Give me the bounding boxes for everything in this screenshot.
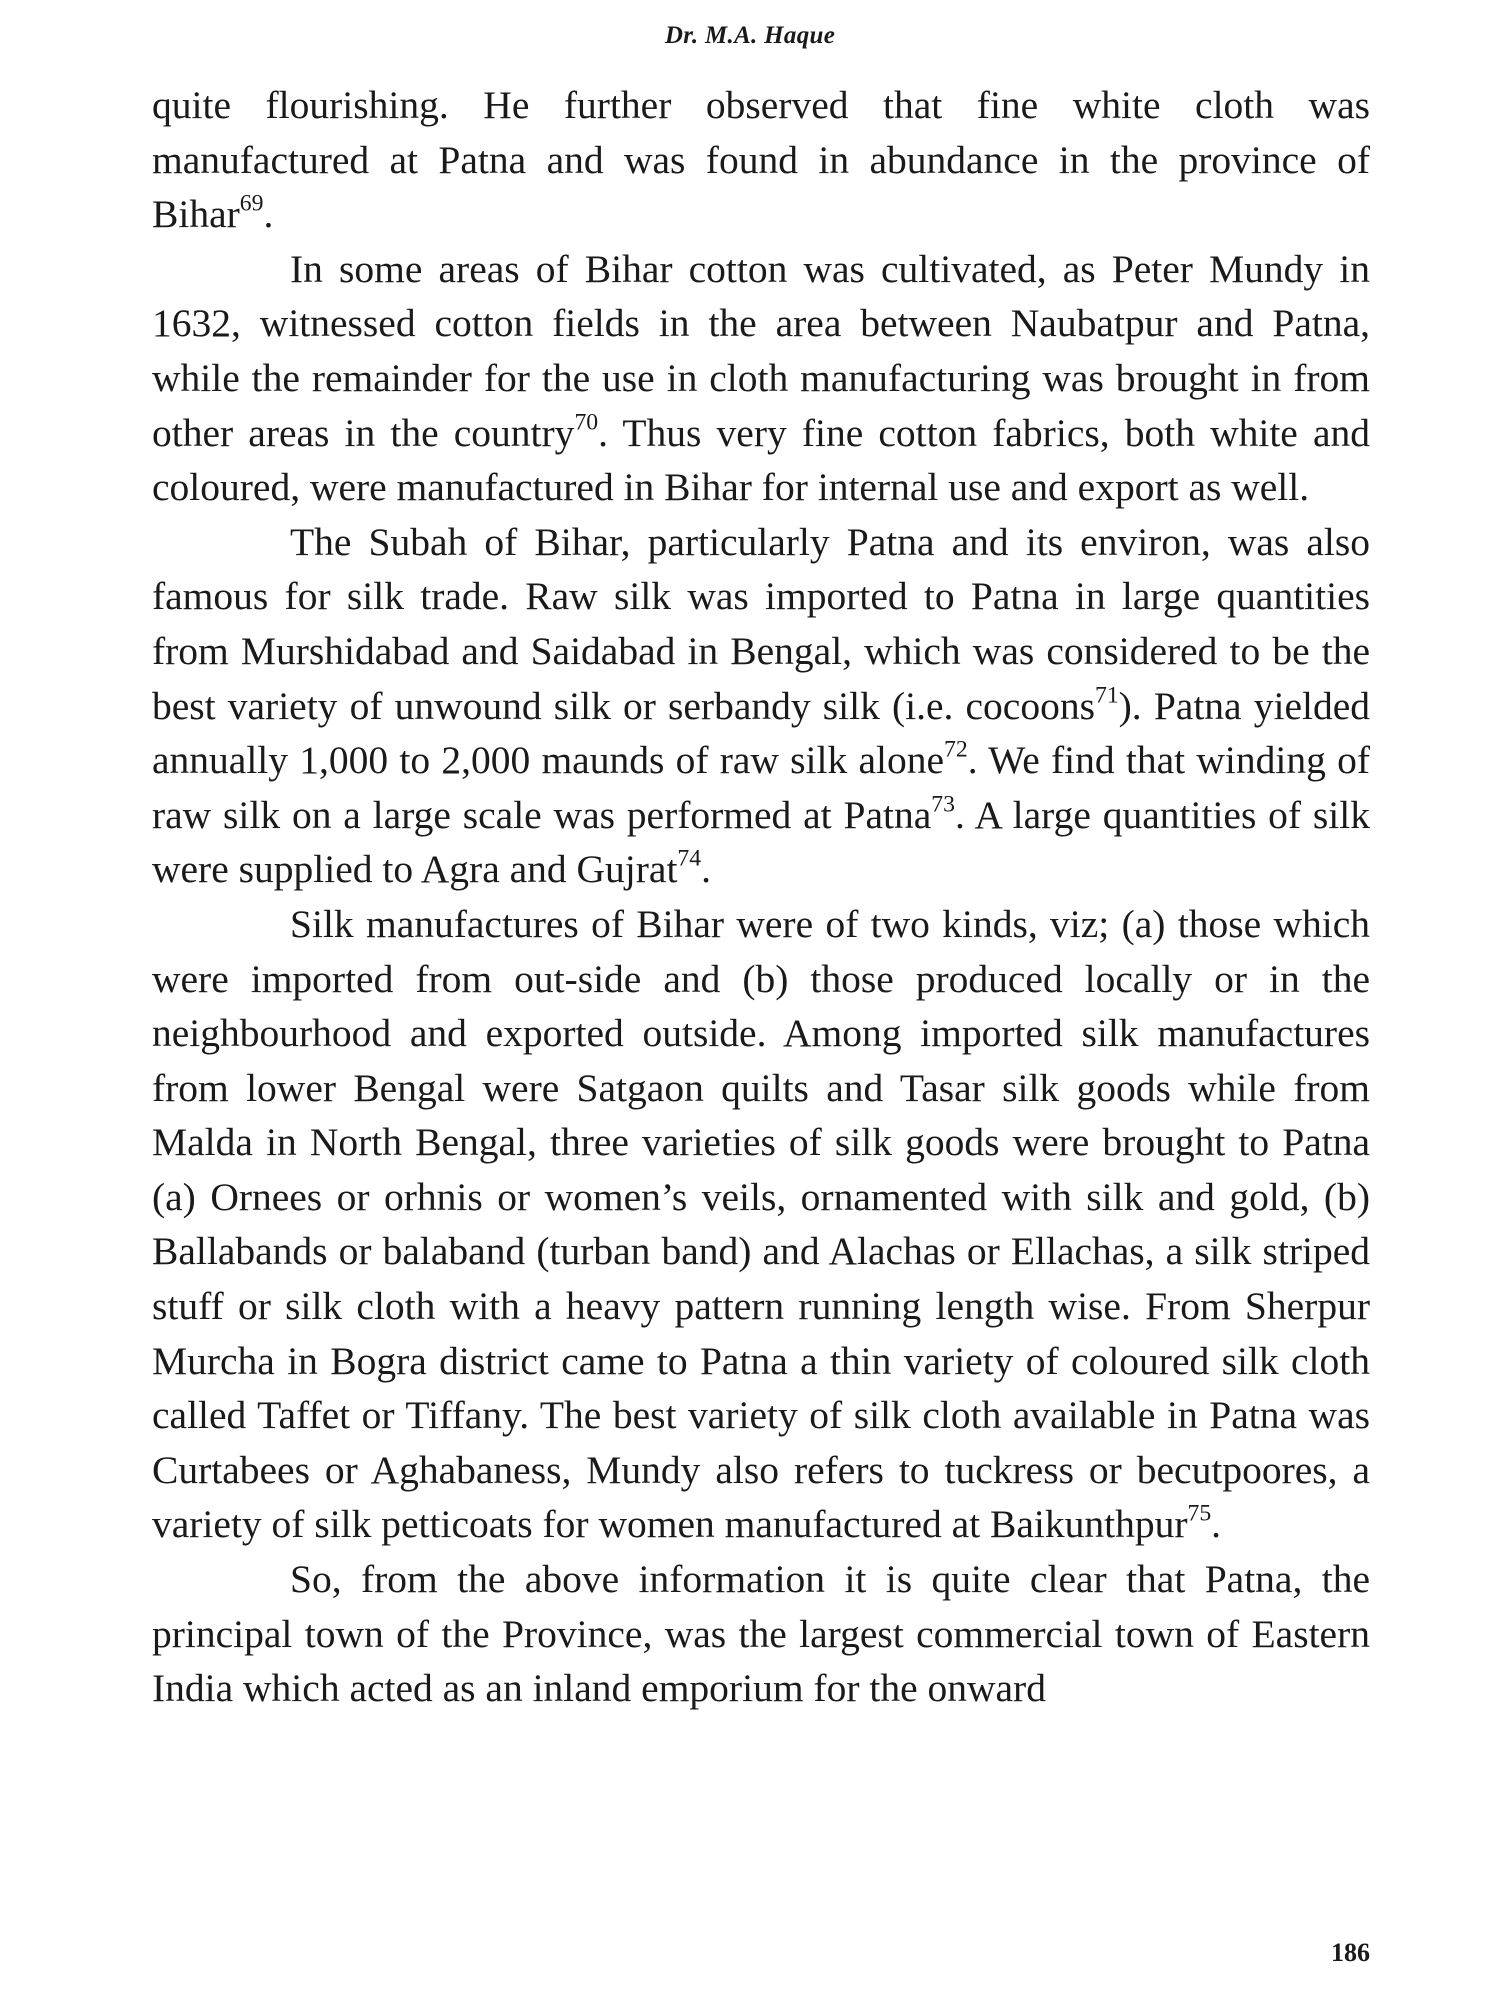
footnote-ref: 75 — [1187, 1500, 1212, 1527]
text-segment: Silk manufactures of Bihar were of two kinds, viz; (a) those which were imported from out-side and (b) those produced locally or in the neighbourhood and exported outside. Among imported silk manufactures from lower Bengal were Satgaon quilts and Tasar silk goods while from Malda in North Bengal, three varieties of silk goods were brought to Patna (a) Ornees or orhnis or women’s veils, ornamented with silk and gold, (b) Ballabands or balaband (turban band) and Alachas or Ellachas, a silk striped stuff or silk cloth with a heavy pattern running length wise. From Sherpur Murcha in Bogra district came to Patna a thin variety of coloured silk cloth called Taffet or Tiffany. The best variety of silk cloth available in Patna was Curtabees or Aghabaness, Mundy also refers to tuckress or becutpoores, a variety of silk petticoats for women manufactured at Baikunthpur — [152, 901, 1370, 1547]
text-segment: In some areas of Bihar cotton was cultivated, as Peter Mundy in 1632, witnessed cotton fields in the area between Naubatpur and Patna, while the remainder for the use in cloth manufacturing was brought in from other areas in the country — [152, 246, 1370, 455]
text-segment: So, from the above information it is quite clear that Patna, the principal town of the Province, was the largest commercial town of Eastern India which acted as an inland emporium for the onward — [152, 1557, 1370, 1711]
footnote-ref: 70 — [574, 408, 599, 435]
paragraph — [152, 1552, 1370, 1716]
text-segment: . Thus very fine cotton fabrics, both white and coloured, were manufactured in Bihar for internal use and export as well. — [152, 410, 1370, 510]
paragraph — [152, 515, 1370, 897]
text-segment: . — [263, 192, 274, 237]
running-head: Dr. M.A. Haque — [664, 22, 836, 49]
page-number: 186 — [1331, 1938, 1370, 1967]
text-segment: ). Patna yielded annually 1,000 to 2,000 maunds of raw silk alone — [152, 683, 1370, 783]
footnote-ref: 74 — [677, 845, 702, 872]
text-segment: . — [1211, 1502, 1222, 1547]
footnote-ref: 71 — [1094, 681, 1119, 708]
paragraph — [152, 78, 1370, 242]
body-text — [152, 78, 1370, 1716]
text-segment: . — [701, 847, 711, 892]
footnote-ref: 72 — [944, 736, 968, 763]
paragraph — [152, 242, 1370, 515]
footnote-ref: 73 — [931, 791, 955, 818]
text-segment: The Subah of Bihar, particularly Patna and its environ, was also famous for silk trade. Raw silk was imported to Patna in large quantities from Murshidabad and Saidabad in Bengal, which was considered to be the best variety of unwound silk or serbandy silk (i.e. cocoons — [152, 519, 1370, 728]
text-segment: . A large quantities of silk were supplied to Agra and Gujrat — [152, 792, 1370, 892]
footnote-ref: 69 — [239, 190, 264, 217]
paragraph — [152, 897, 1370, 1552]
text-segment: . We find that winding of raw silk on a large scale was performed at Patna — [152, 738, 1370, 837]
text-segment: quite flourishing. He further observed that fine white cloth was manufactured at Patna and was found in abundance in the province of Bihar — [152, 83, 1370, 237]
